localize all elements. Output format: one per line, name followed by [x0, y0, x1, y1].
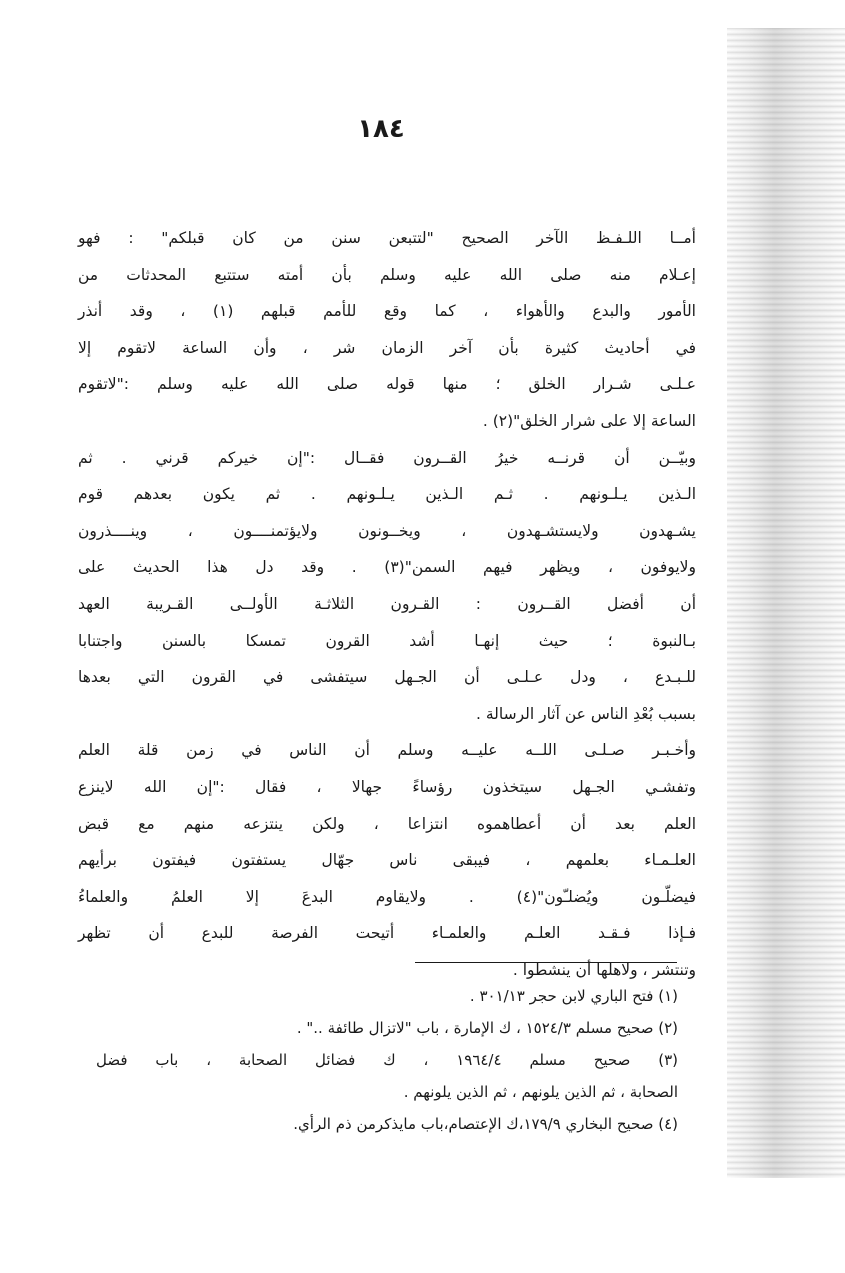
body-line: فيضلّـون ويُضلـّون"(٤) . ولايقاوم البدعَ إلا العلمُ والعلماءُ: [78, 887, 696, 906]
body-line: ولايوفون ، ويظهر فيهم السمن"(٣) . وقد دل هذا الحديث على: [78, 558, 696, 577]
body-line: أمــا اللـفـظ الآخر الصحيح "لتتبعن سنن من كان قبلكم" : فهو: [78, 229, 696, 247]
body-line: وبيّــن أن قرنــه خيرُ القــرون فقــال :"إن خيركم قرني . ثم: [78, 448, 696, 467]
body-line: عـلـى شـرار الخلق ؛ منها قوله صلى الله عليه وسلم :"لاتقوم: [78, 375, 696, 394]
body-line: يشـهدون ولايستشـهدون ، ويخــونون ولايؤتمنــــون ، وينــــذرون: [78, 521, 696, 540]
body-line: فـإذا فـقـد العلـم والعلمـاء أتيحت الفرصة للبدع أن تظهر: [78, 924, 696, 943]
page-number: ١٨٤: [357, 114, 405, 144]
footnote: (١) فتح الباري لابن حجر ٣٠١/١٣ .: [469, 987, 678, 1005]
body-line: الـذين يـلـونهم . ثـم الـذين يـلـونهم . ثم يكون بعدهم قوم: [78, 485, 696, 504]
body-line: العلم بعد أن أعطاهموه انتزاعا ، ولكن ينتزعه منهم مع قبض: [78, 814, 696, 833]
footnote: (٤) صحيح البخاري ١٧٩/٩،ك الإعتصام،باب مايذكرمن ذم الرأي.: [293, 1115, 678, 1133]
body-line: وتفشـي الجـهل سيتخذون رؤساءً جهالا ، فقال :"إن الله لاينزع: [78, 777, 696, 796]
footnote: (٣) صحيح مسلم ١٩٦٤/٤ ، ك فضائل الصحابة ، باب فضل: [96, 1051, 678, 1069]
footnote-divider: [415, 962, 677, 963]
body-line: إعـلام منه صلى الله عليه وسلم بأن أمته ستتبع المحدثات من: [78, 265, 696, 284]
body-line: أن أفضل القــرون : القـرون الثلاثـة الأولــى القـريبة العهد: [78, 594, 696, 613]
body-line: وأخـبـر صـلـى اللــه عليــه وسلم أن الناس في زمن قلة العلم: [78, 741, 696, 760]
body-line: في أحاديث كثيرة بأن آخر الزمان شر ، وأن الساعة لاتقوم إلا: [78, 338, 696, 357]
body-line: للـبـدع ، ودل عـلـى أن الجـهل سيتفشى في القرون التي بعدها: [78, 668, 696, 687]
scan-edge-shadow: [727, 28, 845, 1178]
body-text: [78, 220, 696, 988]
body-line: العلـمـاء بعلمهم ، فيبقى ناس جهّال يستفتون فيفتون برأيهم: [78, 851, 696, 870]
body-line: بسبب بُعْدِ الناس عن آثار الرسالة .: [475, 704, 696, 723]
body-line: بـالنبوة ؛ حيث إنهـا أشد القرون تمسكا بالسنن واجتنابا: [78, 631, 696, 650]
footnote: (٢) صحيح مسلم ١٥٢٤/٣ ، ك الإمارة ، باب "لاتزال طائفة .." .: [296, 1019, 678, 1037]
footnotes: [96, 980, 678, 1140]
body-line: وتنتشر ، ولاهلها أن ينشطوا .: [512, 960, 696, 979]
footnote: الصحابة ، ثم الذين يلونهم ، ثم الذين يلونهم .: [403, 1083, 678, 1101]
body-line: الأمور والبدع والأهواء ، كما وقع للأمم قبلهم (١) ، وقد أنذر: [78, 302, 696, 321]
body-line: الساعة إلا على شرار الخلق"(٢) .: [482, 411, 696, 430]
